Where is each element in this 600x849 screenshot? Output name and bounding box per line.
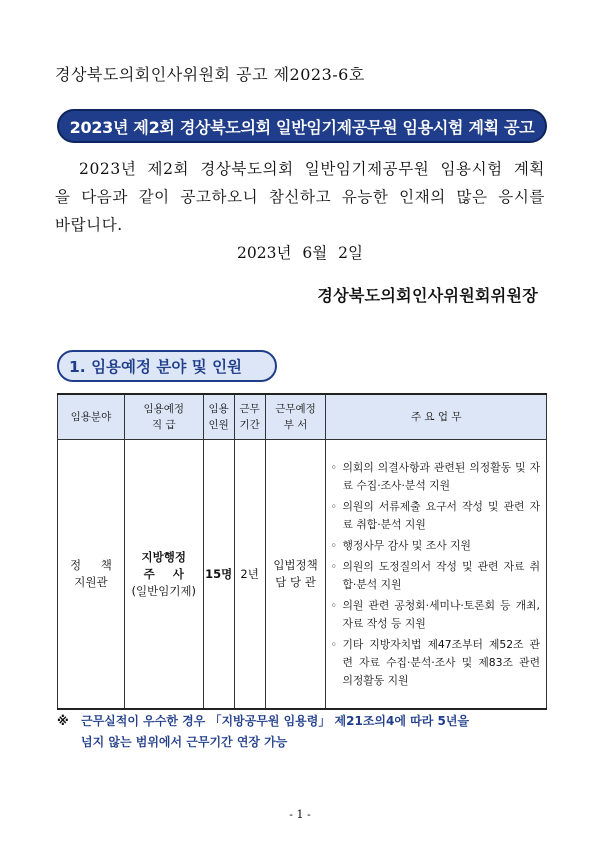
bullet-icon: ◦	[330, 637, 337, 651]
header-duties: 주 요 업 무	[326, 394, 547, 440]
bullet-icon: ◦	[330, 559, 337, 573]
duty-item	[330, 537, 540, 555]
duty-item	[330, 498, 540, 534]
position-line-1: 지방행정	[141, 549, 186, 564]
duty-text: 의원의 서류제출 요구서 작성 및 관련 자료 취합·분석 지원	[342, 499, 540, 531]
cell-duties	[326, 440, 547, 710]
header-count: 임용 인원	[203, 394, 234, 440]
duty-item	[330, 636, 540, 690]
position-line-2: 주 사	[143, 566, 184, 581]
header-dept: 근무예정 부 서	[265, 394, 326, 440]
section-heading-1	[57, 350, 277, 382]
document-title: 2023년 제2회 경상북도의회 일반임기제공무원 임용시험 계획 공고	[69, 117, 535, 137]
duty-item	[330, 558, 540, 594]
duty-text: 의원의 도정질의서 작성 및 관련 자료 취합·분석 지원	[342, 559, 540, 591]
duty-item	[330, 597, 540, 633]
recruitment-table	[57, 393, 547, 710]
table-header-row	[58, 394, 547, 440]
bullet-icon: ◦	[330, 598, 337, 612]
table-row	[58, 440, 547, 710]
section-heading-label: 1. 임용예정 분야 및 인원	[69, 358, 243, 376]
notice-date: 2023년 6월 2일	[237, 244, 363, 262]
bullet-icon: ◦	[330, 460, 337, 474]
cell-field: 정 책 지원관	[58, 440, 125, 710]
duty-item	[330, 459, 540, 495]
duty-text: 기타 지방자치법 제47조부터 제52조 관련 자료 수집·분석·조사 및 제83조 관련 의정활동 지원	[342, 637, 540, 687]
header-position: 임용예정 직 급	[124, 394, 203, 440]
notice-number: 경상북도의회인사위원회 공고 제2023-6호	[55, 65, 365, 84]
intro-paragraph: 2023년 제2회 경상북도의회 일반임기제공무원 임용시험 계획을 다음과 같이 공고하오니 참신하고 유능한 인재의 많은 응시를 바랍니다.	[55, 160, 545, 234]
footnote-line-1	[57, 711, 552, 732]
duty-text: 의회의 의결사항과 관련된 의정활동 및 자료 수집·조사·분석 지원	[342, 460, 540, 492]
bullet-icon: ◦	[330, 538, 337, 552]
cell-dept: 입법정책 담 당 관	[265, 440, 326, 710]
footnote-text-1: 근무실적이 우수한 경우 「지방공무원 임용령」 제21조의4에 따라 5년을	[81, 714, 470, 728]
cell-count: 15명	[203, 440, 234, 710]
bullet-icon: ◦	[330, 499, 337, 513]
cell-position	[124, 440, 203, 710]
signer: 경상북도의회인사위원회위원장	[317, 286, 538, 305]
duty-text: 의원 관련 공청회·세미나·토론회 등 개최, 자료 작성 등 지원	[342, 598, 540, 630]
footnote	[57, 711, 552, 753]
reference-mark: ※	[57, 714, 69, 728]
header-field: 임용분야	[58, 394, 125, 440]
position-line-3: (일반임기제)	[131, 583, 197, 598]
footnote-line-2: 넘지 않는 범위에서 근무기간 연장 가능	[81, 735, 288, 749]
page-number: - 1 -	[289, 808, 311, 821]
title-banner	[57, 109, 547, 143]
header-term: 근무 기간	[234, 394, 265, 440]
duty-text: 행정사무 감사 및 조사 지원	[342, 538, 471, 552]
cell-term: 2년	[234, 440, 265, 710]
